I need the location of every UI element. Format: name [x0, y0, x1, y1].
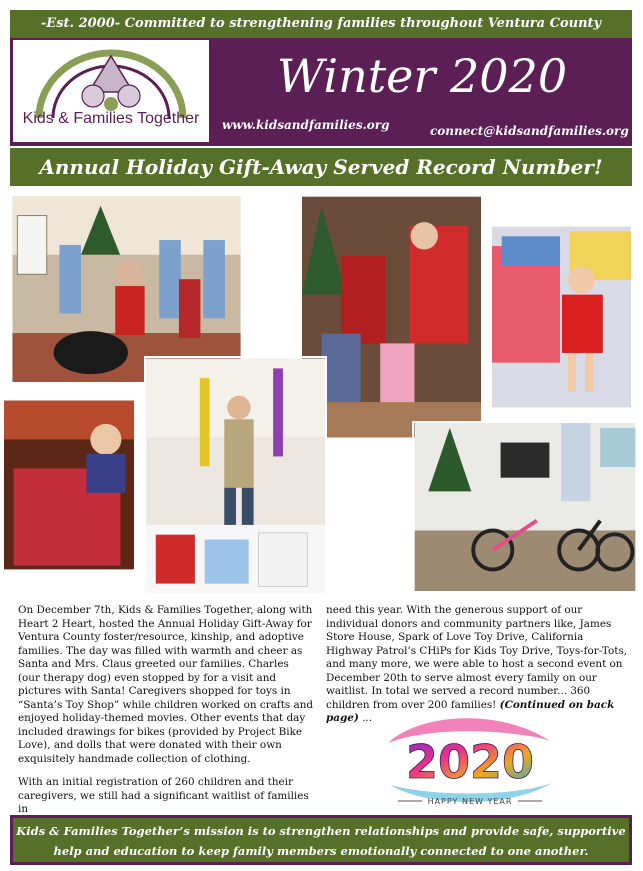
email-link[interactable]: connect@kidsandfamilies.org	[430, 124, 629, 138]
article-column-1	[18, 604, 314, 827]
article-column-2	[326, 604, 628, 726]
continued-ellipsis: ...	[358, 712, 373, 724]
issue-title: Winter 2020	[276, 49, 568, 103]
continued-note: (Continued on back page)	[326, 698, 615, 724]
article-paragraph-1: On December 7th, Kids & Families Together, along with Heart 2 Heart, hosted the Annual Holiday Gift-Away for Ventura County foster/resource, kinship, and adoptive families. The day was filled with warmth and cheer as Santa and Mrs. Claus greeted our families. Charles (our therapy dog) even stopped by for a visit and pictures with Santa! Caregivers shopped for toys in “Santa’s Toy Shop” while children worked on crafts and enjoyed holiday-themed movies. Other events that day included drawings for bikes (provided by Project Bike Love), and dolls that were donated with their own exquisitely handmade collection of clothing.	[18, 604, 314, 765]
logo-text: Kids & Families Together	[22, 110, 200, 127]
headline: Annual Holiday Gift-Away Served Record Number!	[10, 148, 632, 186]
mission-footer	[10, 815, 632, 865]
article-paragraph-3: need this year. With the generous support of our individual donors and community partners like, James Store House, Spark of Love Toy Drive, California Highway Patrol’s CHiPs for Kids Toy Drive, Toys-for-Tots, and many more, we were able to host a second event on December 20th to serve almost every family on our waitlist. In total we served a record number... 360 children from over 200 families!	[326, 604, 628, 711]
photo-bikes	[412, 421, 638, 593]
greeting-year: 2020	[405, 735, 535, 789]
website-link[interactable]: www.kidsandfamilies.org	[222, 118, 390, 132]
photo-mrs-claus	[300, 194, 483, 440]
article-paragraph-2: With an initial registration of 260 children and their caregivers, we still had a significant waitlist of families in	[18, 776, 309, 815]
photo-chp-officer	[144, 356, 327, 596]
photo-dolls	[2, 398, 136, 572]
greeting-message: HAPPY NEW YEAR	[427, 797, 513, 806]
mission-statement: Kids & Families Together’s mission is to strengthen relationships and provide safe, supportive help and education to keep family members emotionally connected to one another.	[13, 818, 629, 862]
photo-girl-toys	[490, 224, 633, 410]
tagline-banner: -Est. 2000- Committed to strengthening families throughout Ventura County	[10, 10, 632, 38]
new-year-graphic	[380, 713, 560, 813]
